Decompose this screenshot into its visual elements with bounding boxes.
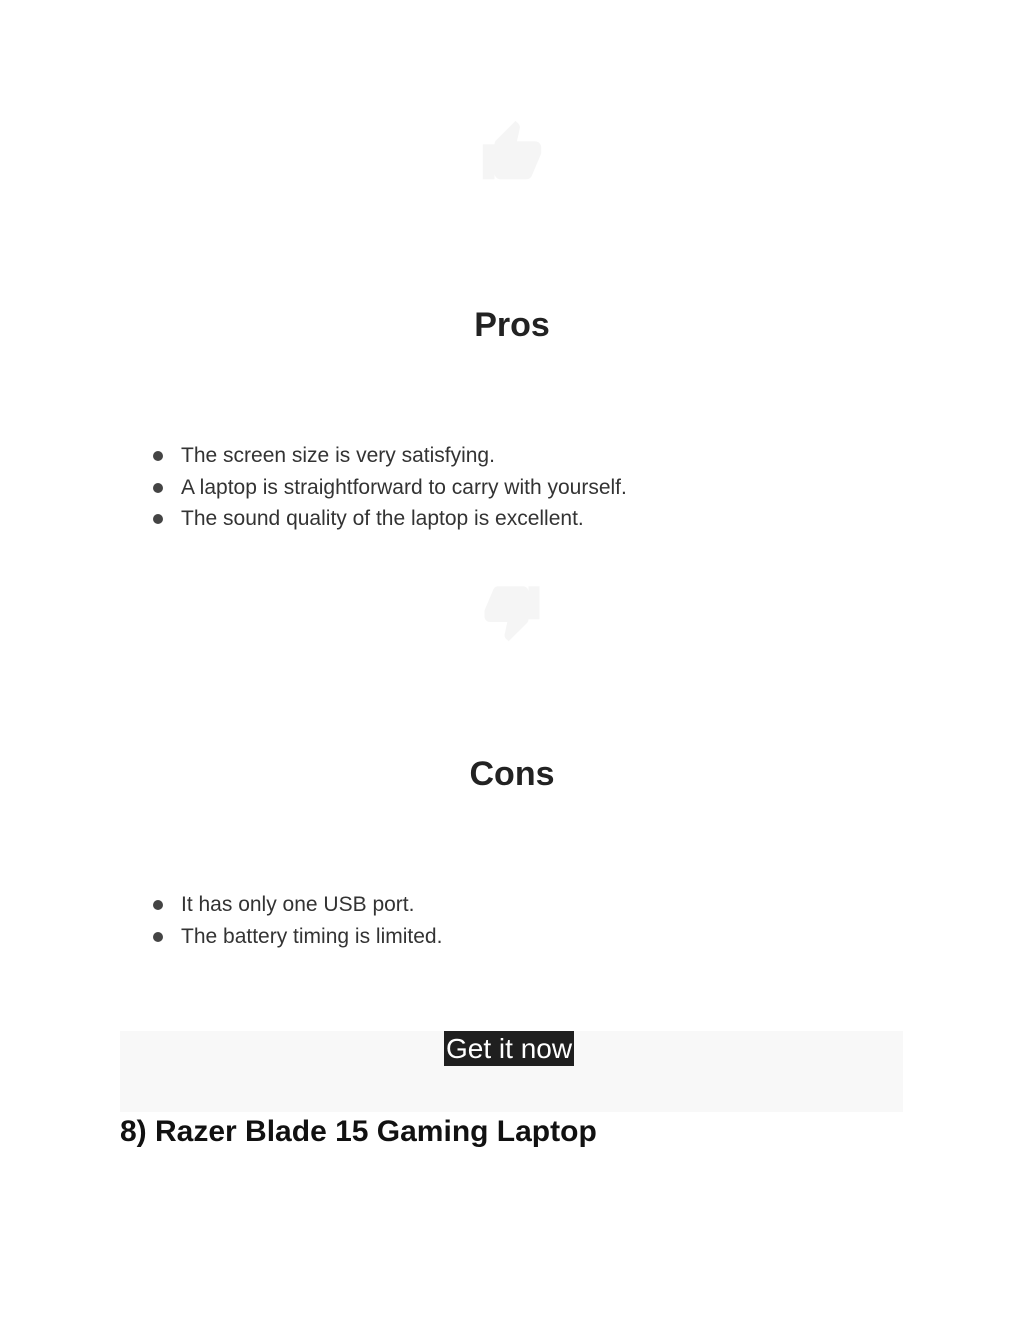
bullet-icon [153,900,163,910]
list-item-text: A laptop is straightforward to carry with yourself. [181,475,627,499]
list-item [152,472,627,504]
list-item-text: The sound quality of the laptop is excellent. [181,507,584,530]
cons-heading: Cons [469,755,555,793]
list-item [152,921,442,953]
bullet-icon [153,451,163,461]
bullet-icon [153,483,163,493]
thumbs-down-icon [479,578,545,649]
list-item [152,440,627,472]
list-item [152,503,627,535]
pros-list [152,440,627,535]
list-item-text: It has only one USB port. [181,893,415,916]
list-item-text: The screen size is very satisfying. [181,444,495,467]
product-heading: 8) Razer Blade 15 Gaming Laptop [120,1115,597,1148]
thumbs-up-icon [477,118,547,193]
bullet-icon [153,932,163,942]
bullet-icon [153,514,163,524]
pros-heading: Pros [474,306,550,344]
list-item-text: The battery timing is limited. [181,924,443,948]
get-it-now-button[interactable]: Get it now [446,1033,573,1064]
cons-list [152,889,442,952]
list-item [152,889,442,921]
